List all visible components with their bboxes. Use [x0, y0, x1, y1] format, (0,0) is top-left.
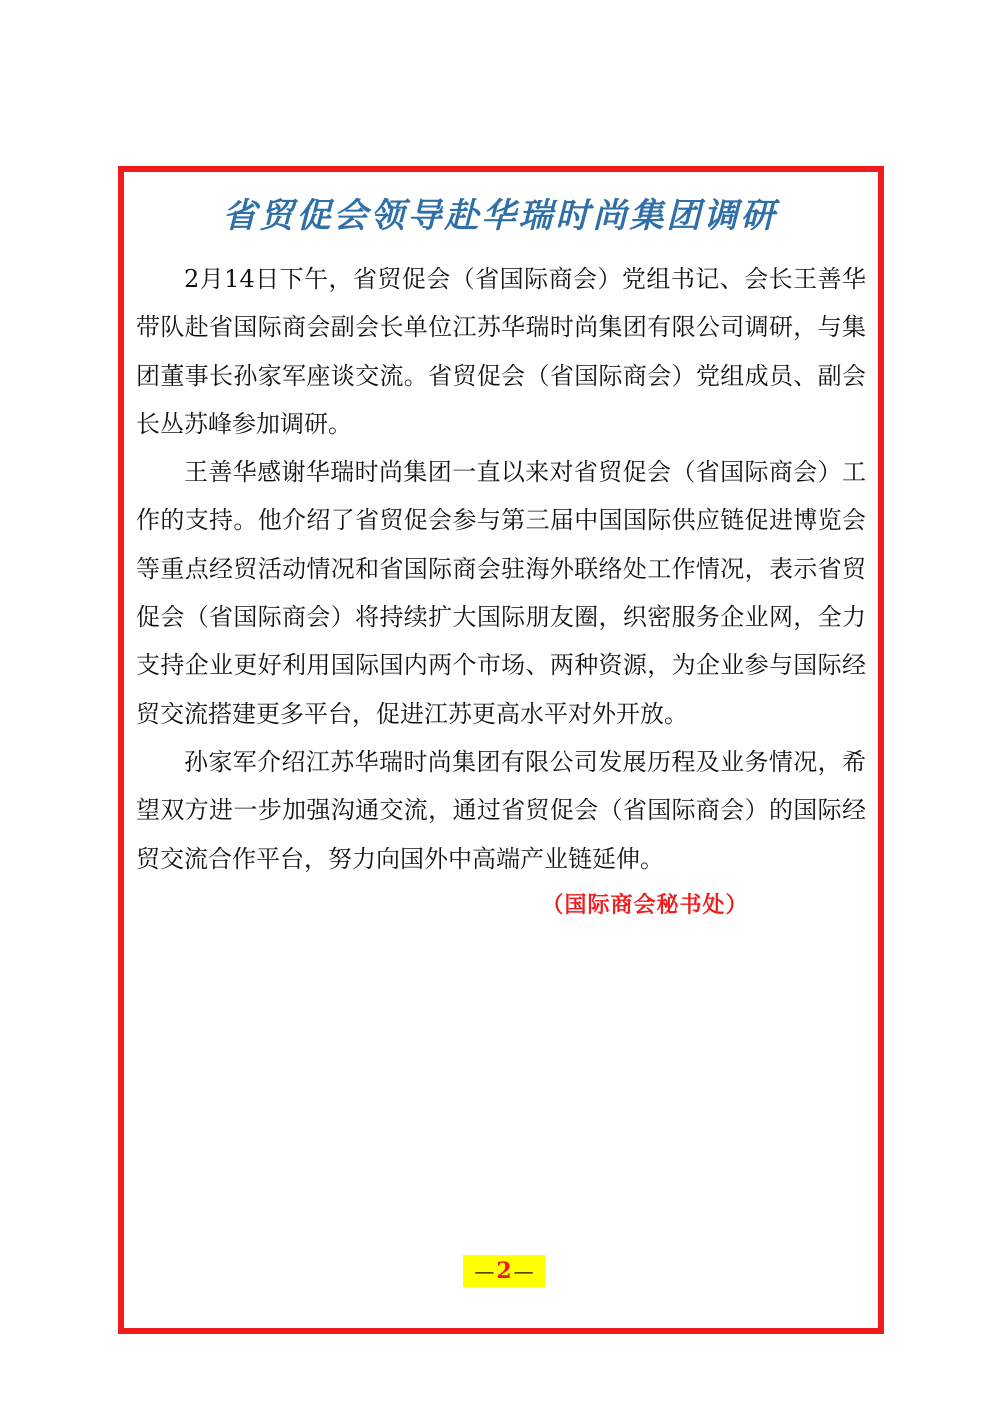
article-paragraph: 2月14日下午，省贸促会（省国际商会）党组书记、会长王善华带队赴省国际商会副会长单位江苏华瑞时尚集团有限公司调研，与集团董事长孙家军座谈交流。省贸促会（省国际商会）党组成员、副会长丛苏峰参加调研。: [136, 265, 866, 438]
article-body: [136, 255, 866, 883]
page-number-badge: [463, 1255, 545, 1287]
page-number: 2: [496, 1258, 512, 1284]
article-paragraph: 孙家军介绍江苏华瑞时尚集团有限公司发展历程及业务情况，希望双方进一步加强沟通交流，通过省贸促会（省国际商会）的国际经贸交流合作平台，努力向国外中高端产业链延伸。: [136, 747, 866, 873]
page-number-dash-left: —: [474, 1259, 495, 1283]
article-title: 省贸促会领导赴华瑞时尚集团调研: [222, 196, 778, 236]
article-paragraph: 王善华感谢华瑞时尚集团一直以来对省贸促会（省国际商会）工作的支持。他介绍了省贸促会参与第三届中国国际供应链促进博览会等重点经贸活动情况和省国际商会驻海外联络处工作情况，表示省贸促会（省国际商会）将持续扩大国际朋友圈，织密服务企业网，全力支持企业更好利用国际国内两个市场、两种资源，为企业参与国际经贸交流搭建更多平台，促进江苏更高水平对外开放。: [136, 458, 866, 728]
author-signature: （国际商会秘书处）: [541, 893, 749, 918]
page-number-dash-right: —: [513, 1259, 534, 1283]
